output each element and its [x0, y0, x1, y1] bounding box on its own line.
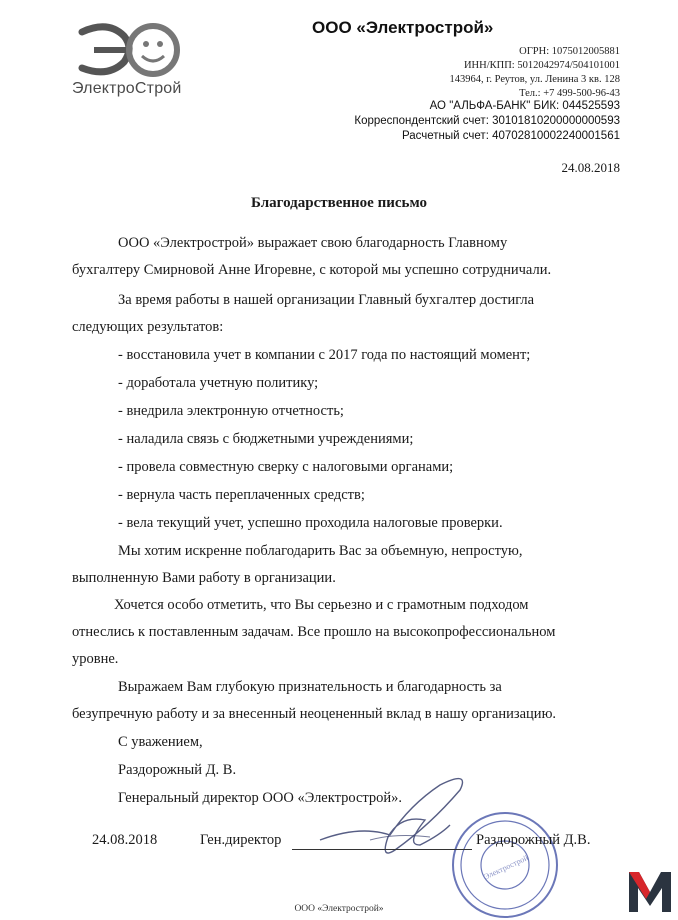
signer-name: Раздорожный Д. В. — [118, 762, 237, 778]
signature-icon — [300, 765, 490, 875]
list-item: - провела совместную сверку с налоговыми органами; — [118, 459, 454, 475]
body-line: Мы хотим искренне поблагодарить Вас за объемную, непростую, — [118, 543, 523, 559]
letter-date: 24.08.2018 — [561, 160, 620, 175]
stamp-text: Электрострой — [482, 853, 530, 882]
bank-details: АО "АЛЬФА-БАНК" БИК: 044525593 — [429, 100, 620, 112]
company-title: ООО «Электрострой» — [312, 18, 494, 37]
logo-text: ЭлектроСтрой — [72, 80, 182, 97]
ogrn: ОГРН: 1075012005881 — [519, 46, 620, 57]
body-line: Хочется особо отметить, что Вы серьезно и с грамотным подходом — [114, 597, 529, 613]
list-item: - вернула часть переплаченных средств; — [118, 487, 365, 503]
body-line: выполненную Вами работу в организации. — [72, 570, 336, 586]
list-item: - восстановила учет в компании с 2017 года по настоящий момент; — [118, 347, 531, 363]
body-line: отнеслись к поставленным задачам. Все прошло на высокопрофессиональном — [72, 624, 556, 640]
closing-regards: С уважением, — [118, 734, 203, 750]
footer-company: ООО «Электрострой» — [294, 904, 384, 914]
list-item: - доработала учетную политику; — [118, 375, 319, 391]
address: 143964, г. Реутов, ул. Ленина 3 кв. 128 — [449, 74, 620, 85]
signature-date: 24.08.2018 — [92, 832, 158, 848]
corner-logo-icon — [625, 866, 675, 916]
signature-row — [0, 832, 678, 856]
list-item: - внедрила электронную отчетность; — [118, 403, 344, 419]
inn-kpp: ИНН/КПП: 5012042974/504101001 — [463, 60, 620, 71]
body-line: ООО «Электрострой» выражает свою благодарность Главному — [118, 235, 508, 251]
body-line: Выражаем Вам глубокую признательность и благодарность за — [118, 679, 502, 695]
body-line: бухгалтеру Смирновой Анне Игоревне, с которой мы успешно сотрудничали. — [72, 262, 552, 278]
corr-account: Корреспондентский счет: 30101810200000000593 — [354, 115, 620, 127]
signature-position: Ген.директор — [200, 832, 282, 848]
body-line: безупречную работу и за внесенный неоцененный вклад в нашу организацию. — [72, 706, 557, 722]
signer-position: Генеральный директор ООО «Электрострой». — [118, 790, 403, 806]
settlement-account: Расчетный счет: 40702810002240001561 — [401, 130, 620, 142]
list-item: - наладила связь с бюджетными учреждениями; — [118, 431, 414, 447]
signature-name: Раздорожный Д.В. — [476, 832, 591, 848]
signature-line — [292, 849, 472, 850]
document-title: Благодарственное письмо — [251, 195, 427, 211]
body-line: следующих результатов: — [72, 319, 224, 335]
list-item: - вела текущий учет, успешно проходила налоговые проверки. — [118, 515, 503, 531]
body-line: уровне. — [72, 651, 119, 667]
phone: Тел.: +7 499-500-96-43 — [519, 88, 620, 99]
body-line: За время работы в нашей организации Главный бухгалтер достигла — [118, 292, 535, 308]
